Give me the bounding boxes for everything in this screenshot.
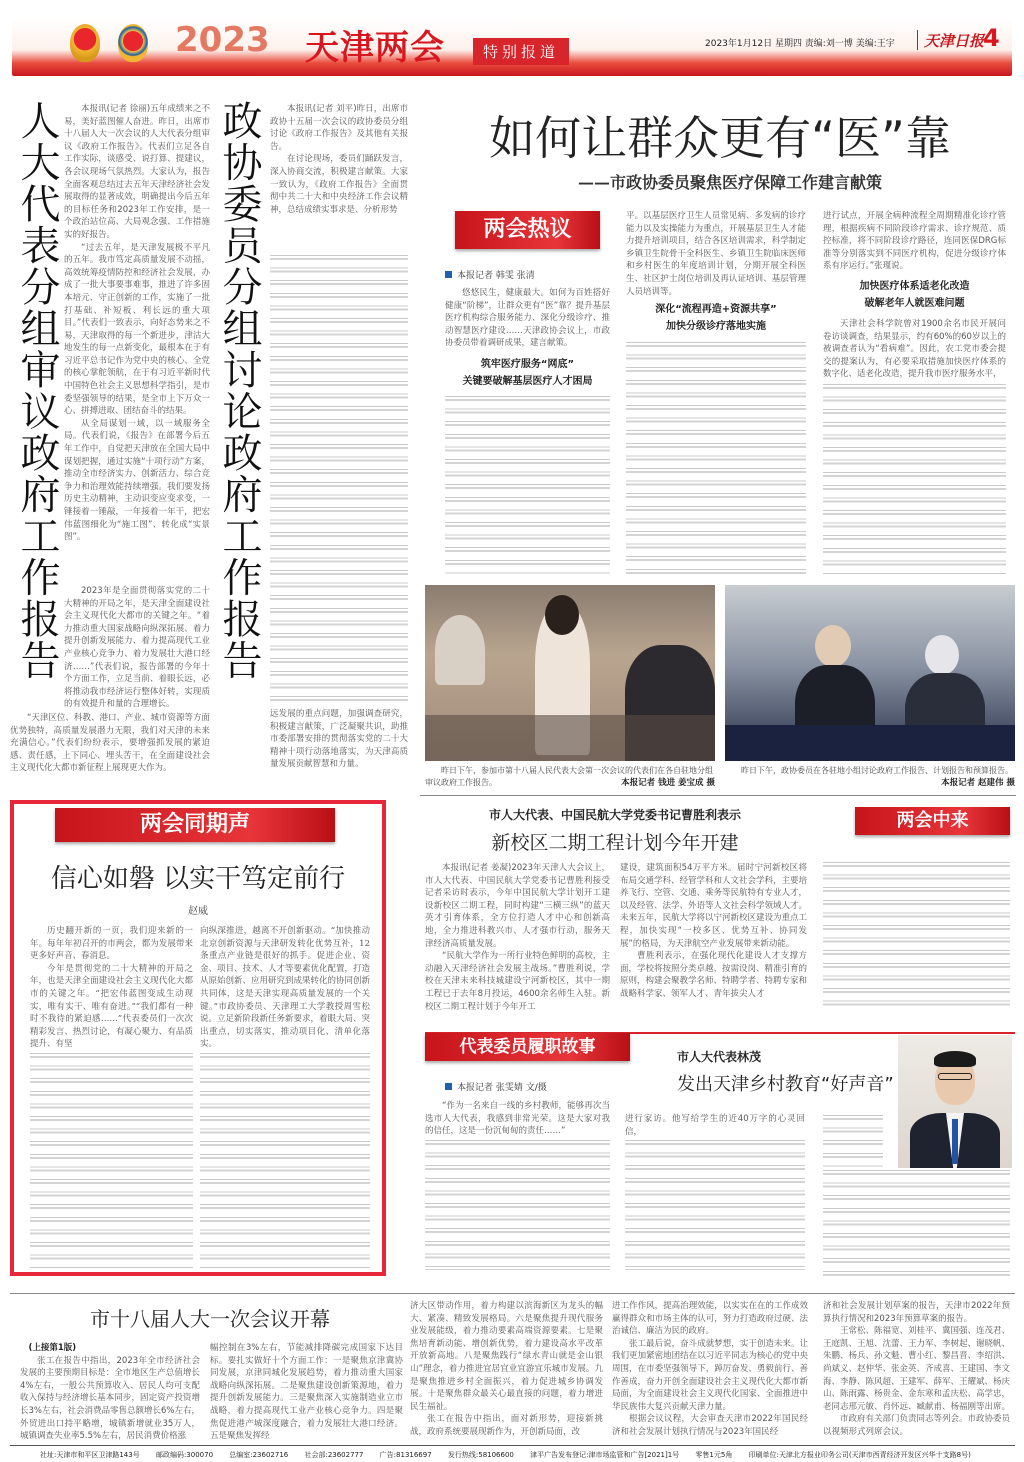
- paragraph: 从全局谋划一域，以一域服务全局。代表们说，《报告》在部署今后五年工作中，自觉把天津放在全国大局中谋划把握，通过实施“十项行动”方案，推动全市经济实力、创新活力、综合竞争力和治理效能持续增强。我们要发扬历史主动精神，主动识变应变求变，一锤接着一锤敲，一年接着一年干，把宏伟蓝图细化为“施工图”、转化成“实景图”。: [64, 418, 210, 543]
- paragraph: “民航大学作为一所行业特色鲜明的高校，主动融入天津经济社会发展主战场。”曹胜利说，学校在天津未来科技城建设宁河新校区，其中一期工程已于去年8月投运，4600余名师生入驻。新校区二期工程计划于今年开工: [425, 951, 610, 1012]
- caac-col1: [425, 862, 610, 1013]
- subhead-line: 关键要破解基层医疗人才困局: [462, 376, 593, 387]
- paragraph: 曹胜利表示，在强化现代化建设人才支撑方面，学校将按照分类卓越、按需设岗、精准引育的原则，构建会聚教学名师、特聘学者、特聘专家和战略科学家、领军人才、青年拔尖人才: [620, 951, 808, 999]
- teacher-col3-text-lines: [823, 1115, 883, 1167]
- header-title: 天津两会: [305, 28, 445, 68]
- paragraph: 今年是贯彻党的二十大精神的开局之年，也是天津全面建设社会主义现代化大都市的关键之年。“把宏伟蓝图变成生动现实，唯有实干、唯有奋进。”“我们都有一种时不我待的紧迫感……”代表委员们一次次精彩发言、热烈讨论，有凝心聚力、有品质提升、有坚: [30, 963, 193, 1050]
- subhead-line: 破解老年人就医难问题: [864, 298, 965, 309]
- feature-headline: 如何让群众更有“医”靠: [489, 111, 951, 165]
- subhead-line: 加快医疗体系适老化改造: [859, 281, 970, 292]
- bottom-col3: [410, 1300, 603, 1440]
- paragraph: 远发展的重点问题，加强调查研究，积极建言献策，广泛凝聚共识，助推市委部署安排的贯彻落实党的二十大精神十项行动落地落实，为天津高质量发展贡献智慧和力量。: [270, 709, 408, 770]
- paragraph: 张工最后说，奋斗成就梦想，实干创造未来。让我们更加紧密地团结在以习近平同志为核心的党中央周围，在市委坚强领导下，踔厉奋发、勇毅前行、善作善成，奋力开创全面建设社会主义现代化大都市新局面，为全面建设社会主义现代化国家、全面推进中华民族伟大复兴贡献天津力量。: [612, 1338, 808, 1412]
- caac-headline: 新校区二期工程计划今年开建: [491, 832, 739, 854]
- caption-text: 昨日下午，参加市第十八届人民代表大会第一次会议的代表们在各自驻地分组审议政府工作报告。: [425, 766, 713, 787]
- paragraph: 平。以基层医疗卫生人员常见病、多发病的诊疗能力以及实操能力为重点，开展基层卫生人才能力提升培训项目，结合各区培训需求，科学制定乡镇卫生院骨干全科医生、乡镇卫生院临床医师和乡村医生的年度培训计划，分期开展全科医生、社区护士岗位培训及再认证培训、基层管理人员培训等。: [626, 211, 806, 297]
- paragraph: 济和社会发展计划草案的报告，天津市2022年预算执行情况和2023年预算草案的报告。: [823, 1301, 1010, 1324]
- paragraph: 2023年是全面贯彻落实党的二十大精神的开局之年，是天津全面建设社会主义现代化大都市的关键之年。“着力推动重大国家战略向纵深拓展、着力提升创新发展能力、着力提高现代工业产业核心竞争力、着力发展壮大港口经济……”代表们说，报告部署的今年十个方面工作，立足当前、着眼长远，必将推动我市经济运行整体好转，实现质的有效提升和量的合理增长。: [64, 586, 210, 710]
- subhead-line: 筑牢医疗服务“网底”: [480, 359, 575, 370]
- teacher-kicker: 市人大代表林茂: [677, 1050, 762, 1064]
- teacher-col1-text-lines: [425, 1140, 610, 1270]
- paragraph: 进行家访。他写给学生的近40万字的心灵回信，: [625, 1114, 805, 1137]
- paragraph: “作为一名来自一线的乡村教师，能够再次当选市人大代表，我感到非常光荣。这是大家对我的信任，这是一份沉甸甸的责任……”: [425, 1101, 610, 1137]
- feature-col3-text-lines: [823, 384, 1006, 574]
- page-number: 4: [983, 24, 1000, 52]
- teacher-headline: 发出天津乡村教育“好声音”: [677, 1074, 894, 1095]
- paragraph: 建设，建筑面积54万平方米。届时宁河新校区将布局交通学科、经管学科和人文社会学科，主要培养飞行、空管、交通、乘务等民航特有专业人才，以及经管、法学、外语等人文社会科学领域人才。未来五年，民航大学将以宁河新校区建设为重点工程，加快实现“一校多区、优势互补、协同发展”的格局，为天津航空产业发展带来新动能。: [620, 863, 808, 949]
- commentary-col1: [30, 925, 193, 1268]
- header-year: 2023: [175, 20, 270, 60]
- paragraph: 根据会议议程，大会审查天津市2022年国民经济和社会发展计划执行情况与2023年国民经: [612, 1414, 808, 1437]
- continued-label: (上接第1版): [28, 1343, 77, 1353]
- paragraph: 幅控制在3%左右，节能减排降碳完成国家下达目标。要扎实做好十个方面工作：一是聚焦京津冀协同发展，京津同城化发展趋势，着力推动重大国家战略向纵深拓展。二是聚焦建设创新策源地，着力提升创新发展能力。三是聚焦深入实施制造业立市战略，着力提高现代工业产业核心竞争力。四是聚焦促进港产城深度融合，着力发展壮大港口经济。五是聚焦发挥经: [210, 1343, 403, 1442]
- commentary-col1-text-lines: [30, 1053, 193, 1268]
- subhead-line: 加快分级诊疗落地实施: [666, 321, 766, 332]
- byline-square-icon: [445, 1083, 452, 1090]
- bottom-divider: [10, 1293, 1015, 1294]
- paragraph: “过去五年，是天津发展极不平凡的五年。我市笃定高质量发展不动摇，高效统筹疫情防控和经济社会发展，办成了一批大事要事难事，推进了许多固本培元、守正创新的工作，实施了一批打基础、补短板、利长远的重大项目。”代表们一致表示，向好态势来之不易，天津取得的每一个新进步，津沽大地发生的每一点新变化，最根本在于有习近平总书记作为党中央的核心、全党的核心掌舵领航，在于有习近平新时代中国特色社会主义思想科学指引，是市委坚强领导的结果，是全市上下万众一心、拼搏进取、团结奋斗的结果。: [64, 242, 210, 417]
- paragraph: 进行试点，开展全病种流程全周期精准化诊疗管理，根据疾病不同阶段诊疗需求、诊疗规范、质控标准，将不同阶段诊疗路径，连同医保DRG标准等分别落实到不同医疗机构，促进分级诊疗体系有序运行。”张瑾说。: [823, 211, 1006, 272]
- photo-lin-mao: [898, 1035, 1012, 1168]
- bottom-headline: 市十八届人大一次会议开幕: [90, 1307, 330, 1331]
- paragraph: 历史翻开新的一页，我们迎来新的一年。每年年初召开的市两会，都为发展带来更多好声音、春消息。: [30, 926, 193, 962]
- paragraph: 张工在报告中指出，面对新形势，迎接新挑战，政府系统要展现新作为，开创新局面，改: [410, 1414, 603, 1437]
- cppcc-story-headline: 政协委员分组讨论政府工作报告: [216, 100, 262, 681]
- feature-col3-sub: [823, 318, 1006, 382]
- feature-col2-text-lines: [626, 342, 806, 574]
- commentary-col2-text-lines: [200, 1053, 370, 1268]
- left-story-body-cont: [64, 585, 210, 710]
- paragraph: “天津区位、科教、港口、产业、城市资源等方面优势独特，高质量发展潜力无限，我们对天津的未来充满信心。”代表们纷纷表示，要增强抓发展的紧迫感、责任感，上下同心、埋头苦干，在全面建设社会主义现代化大都市新征程上展现更大作为。: [10, 713, 210, 774]
- feature-col1-text-lines: [445, 396, 610, 574]
- feature-subhead-1: [445, 356, 610, 390]
- bottom-col5: [823, 1300, 1010, 1440]
- feature-subhead-2: [626, 301, 806, 335]
- left-story-body-end: [10, 712, 210, 775]
- photo-credit: 本报记者 钱进 姜宝成 摄: [621, 778, 715, 788]
- feature-subhead-3: [823, 278, 1006, 312]
- section-divider: [420, 795, 1016, 796]
- paragraph: 本报讯(记者 刘平)昨日，出席市政协十五届一次会议的政协委员分组讨论《政府工作报告》及其他有关报告。: [270, 104, 408, 152]
- cppcc-emblem-icon: [118, 24, 148, 62]
- feature-lead: [445, 287, 610, 350]
- commentary-author: 赵威: [188, 906, 208, 917]
- feature-col2-top: [626, 210, 806, 298]
- section-badge-tongqisheng: 两会同期声: [55, 808, 335, 842]
- teacher-col1: [425, 1100, 610, 1270]
- paragraph: 市政府有关部门负责同志等列会。市政协委员以视频形式列席会议。: [823, 1414, 1010, 1437]
- paragraph: 张工在报告中指出，2023年全市经济社会发展的主要预期目标是：全市地区生产总值增长4%左右，一般公共预算收入、居民人均可支配收入保持与经济增长基本同步，固定资产投资增长3%左右，社会消费品零售总额增长6%左右，外贸进出口持平略增，城镇新增就业35万人，城镇调查失业率5.5%左右，居民消费价格涨: [20, 1355, 200, 1442]
- teacher-col2: [625, 1113, 805, 1270]
- paper-logo: 天津日报: [924, 32, 985, 50]
- photo-credit: 本报记者 赵建伟 摄: [941, 778, 1015, 788]
- feature-subtitle: ——市政协委员聚焦医疗保障工作建言献策: [577, 173, 882, 192]
- section-badge-lianghui-reyi: 两会热议: [455, 211, 600, 249]
- left-story-headline: 人大代表分组审议政府工作报告: [14, 100, 60, 681]
- byline-text: 本报记者 韩雯 张清: [457, 271, 535, 281]
- section-badge-lianghui-zhonglai: 两会中来: [855, 807, 1010, 835]
- teacher-col2-text-lines: [625, 1140, 805, 1270]
- byline-text: 本报记者 张雯婧 文/摄: [457, 1083, 547, 1093]
- paragraph: 进工作作风，提高治理效能，以实实在在的工作成效赢得群众和市场主体的认可，努力打造政府过硬、法治诚信、廉洁为民的政府。: [612, 1301, 808, 1337]
- paragraph: 向纵深推进，越离不开创新驱动。“加快推动北京创新资源与天津研发转化优势互补，12条重点产业链是很好的抓手。促进企业、资金、项目、技术、人才等要素优化配置，打造从原始创新、应用研究到成果转化的协同创新共同体，这是天津实现高质量发展的一个关键。”市政协委员、天津理工大学教授周雪松说。立足新阶段新任务新要求，着眼大局、突出重点，切实落实，推动项目化、清单化落实。: [200, 926, 370, 1050]
- footer-rule: [10, 1445, 1015, 1446]
- teacher-col3b-text-lines: [823, 1170, 1010, 1282]
- lianghui-col-text-lines: [823, 862, 1010, 1007]
- national-emblem-icon: [70, 24, 100, 62]
- caption-text: 昨日下午，政协委员在各驻地小组讨论政府工作报告、计划报告和预算报告。: [741, 766, 1013, 775]
- paragraph: 本报讯(记者 姜凝)2023年天津人大会议上，市人大代表、中国民航大学党委书记曹胜利接受记者采访时表示，今年中国民航大学计划开工建设新校区二期工程，同时构建“三横三纵”的蓝天英才引育体系，全方位打造人才中心和创新高地，全力推进科教兴市、人才强市行动，服务天津经济高质量发展。: [425, 863, 610, 949]
- paragraph: 天津社会科学院曾对1900余名市民开展问卷访谈调查，结果显示，约有60%的60岁以上的被调查者认为“看病难”。因此，农工党市委会提交的提案认为，有必要采取措施加快医疗体系的数字化、适老化改造，提升我市医疗服务水平，: [823, 319, 1006, 380]
- caac-kicker: 市人大代表、中国民航大学党委书记曹胜利表示: [488, 808, 741, 822]
- feature-byline: [445, 268, 535, 281]
- bottom-col4: [612, 1300, 808, 1440]
- paragraph: 在讨论现场，委员们踊跃发言，深入协商交流，积极建言献策。大家一致认为，《政府工作报告》全面贯彻中共二十大和中央经济工作会议精神，总结成绩实事求是、分析形势: [270, 154, 408, 215]
- subhead-line: 深化“流程再造+资源共享”: [655, 304, 777, 315]
- left-story-body: [64, 103, 210, 544]
- cppcc-story-text-lines: [270, 255, 408, 705]
- photo-cppcc-members: [725, 585, 1015, 761]
- feature-col3-top: [823, 210, 1006, 273]
- bottom-col2: [210, 1342, 403, 1443]
- paragraph: 王常松、陈福宽、刘桂平、冀国强、连茂君、王庭凯、王旭、沈蕾、王力军、李树起、谢晓帆、朱鹏、杨兵、孙文魁、曹小红、黎昌晋、李绍洪、尚斌义、赵仲华、张金英、齐成喜、王建国、李文海、李静、陈风超、王建军、薛军、王耀斌、杨庆山、陈雨露、杨贵金、金东寒和孟庆松、高学忠，老同志邢元敏、肖怀远、臧献甫、杨福刚等出席。: [823, 1326, 1010, 1412]
- photo-npc-deputies: [425, 585, 715, 761]
- cppcc-story-end: [270, 708, 408, 771]
- header-meta: 2023年1月12日 星期四 责编:刘一博 美编:王宇: [705, 39, 895, 49]
- commentary-col2: [200, 925, 370, 1268]
- paragraph: 悠悠民生，健康最大。如何为百姓搭好健康“阶梯”，让群众更有“医”靠？提升基层医疗机构综合服务能力、深化分级诊疗、推动智慧医疗建设……天津政协会议上，市政协委员带着调研成果，建言献策。: [445, 288, 610, 349]
- bottom-col1: [20, 1342, 200, 1443]
- commentary-headline: 信心如磐 以实干笃定前行: [50, 864, 346, 894]
- header-tag: 特别报道: [473, 38, 569, 65]
- header-divider: [917, 30, 918, 50]
- byline-square-icon: [445, 271, 452, 278]
- caac-col2: [620, 862, 807, 1001]
- photo-caption-2: [725, 765, 1015, 789]
- paragraph: 本报讯(记者 徐丽)五年成绩来之不易，美好蓝图催人奋进。昨日，出席市十八届人大一次会议的人大代表分组审议《政府工作报告》。代表们立足各自工作实际，谈感受、说打算、提建议，各会议现场气氛热烈。大家认为，报告全面客观总结过去五年天津经济社会发展取得的显著成效，明确提出今后五年的目标任务和2023年工作安排，是一个政治站位高、大局观念强、工作措施实的好报告。: [64, 104, 210, 240]
- footer-info: 社址:天津市和平区卫津路143号 邮政编码:300070 总编室:23602716 社会部:23602777 广告:81316697 发行热线:58106600 津平广告发布登记:津市场监管和广告[2021]1号 零售1元5角 印刷单位:天津北方报业印务公司(天津市西青经济开发区兴华十支路8号): [40, 1451, 971, 1459]
- cppcc-story-body: [270, 103, 408, 216]
- paragraph: 济大区带动作用，着力构建以滨海新区为龙头的幅大、紧凑、精致发展格局。六是聚焦提升现代服务业发展能级，着力推动要素高端资源要素。七是聚焦培育新动能、增创新优势，着力建设高水平改革开放新高地。八是聚焦践行“绿水青山就是金山银山”理念，着力推进宜居宜业宜游宜乐城市发展。九是聚焦推进乡村全面振兴，着力促进城乡协调发展。十是聚焦群众最关心最直接的问题，着力增进民生福祉。: [410, 1301, 603, 1412]
- photo-caption-1: [425, 765, 715, 789]
- teacher-byline: [445, 1080, 547, 1093]
- section-badge-lvzhi-gushi: 代表委员履职故事: [425, 1033, 630, 1061]
